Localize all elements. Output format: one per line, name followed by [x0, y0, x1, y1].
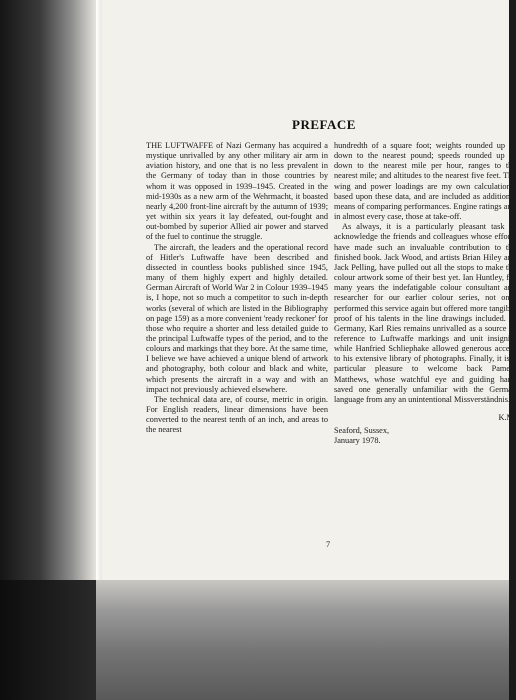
signature-initials: K.M. — [498, 413, 516, 423]
right-column — [334, 141, 516, 447]
paragraph: hundredth of a square foot; weights rounded up or down to the nearest pound; speeds rounded up or down to the nearest mile per hour, ranges to the nearest mile; and altitudes to the nearest five feet. The wing and power loadings are my own calculations, based upon these data, and are included as additional means of comparing performances. Engine ratings are, in almost every case, those at take-off. — [334, 141, 516, 222]
book-gutter-shadow — [0, 0, 100, 580]
page-number: 7 — [326, 540, 331, 549]
paragraph: The technical data are, of course, metric in origin. For English readers, linear dimensions have been converted to the nearest tenth of an inch, and areas to the nearest — [146, 394, 328, 435]
scan-bottom-band — [96, 580, 509, 700]
left-column — [146, 141, 328, 436]
signature-date: January 1978. — [334, 436, 381, 446]
page-inner-edge — [96, 0, 102, 580]
paragraph: THE LUFTWAFFE of Nazi Germany has acquired a mystique unrivalled by any other military air arm in aviation history, and one that is no less prevalent in the Germany of today than in those countries by whom it was opposed in 1939–1945. Created in the mid-1930s as a new arm of the Wehrmacht, it boasted nearly 4,200 front-line aircraft by the autumn of 1939; yet within six years it lay defeated, out-fought and out-bombed by superior Allied air power and starved of the fuel to continue the struggle. — [146, 141, 328, 242]
paragraph: The aircraft, the leaders and the operational record of Hitler's Luftwaffe have been described and dissected in countless books published since 1945, many of them highly expert and highly detailed. German Aircraft of World War 2 in Colour 1939–1945 is, I hope, not so much a competitor to such in-depth works (several of which are listed in the Bibliography on page 159) as a more convenient 'ready reckoner' for those who require a shorter and less detailed guide to the principal Luftwaffe types of the period, and to the colours and markings that they bore. At the same time, I believe we have achieved a unique blend of artwork and photography, both colour and black and white, which presents the aircraft in a way and with an impact not previously achieved elsewhere. — [146, 242, 328, 394]
signature-place: Seaford, Sussex, — [334, 426, 390, 436]
paragraph: As always, it is a particularly pleasant task to acknowledge the friends and colleagues whose efforts have made such an invaluable contribution to the finished book. Jack Wood, and artists Brian Hiley and Jack Pelling, have pulled out all the stops to make the colour artwork some of their best yet. Ian Huntley, for many years the indefatigable colour consultant and researcher for our earlier colour series, not only performed this service again but offered more tangible proof of his talents in the line drawings included. In Germany, Karl Ries remains unrivalled as a source of reference to Luftwaffe markings and unit insignia, while Hanfried Schliephake allowed generous access to his extensive library of photographs. Finally, it is a particular pleasure to welcome back Pamela Matthews, whose watchful eye and guiding hand saved one generally unfamiliar with the German language from any an unintentional Missverständnis. — [334, 222, 516, 404]
page-title: PREFACE — [292, 117, 356, 132]
